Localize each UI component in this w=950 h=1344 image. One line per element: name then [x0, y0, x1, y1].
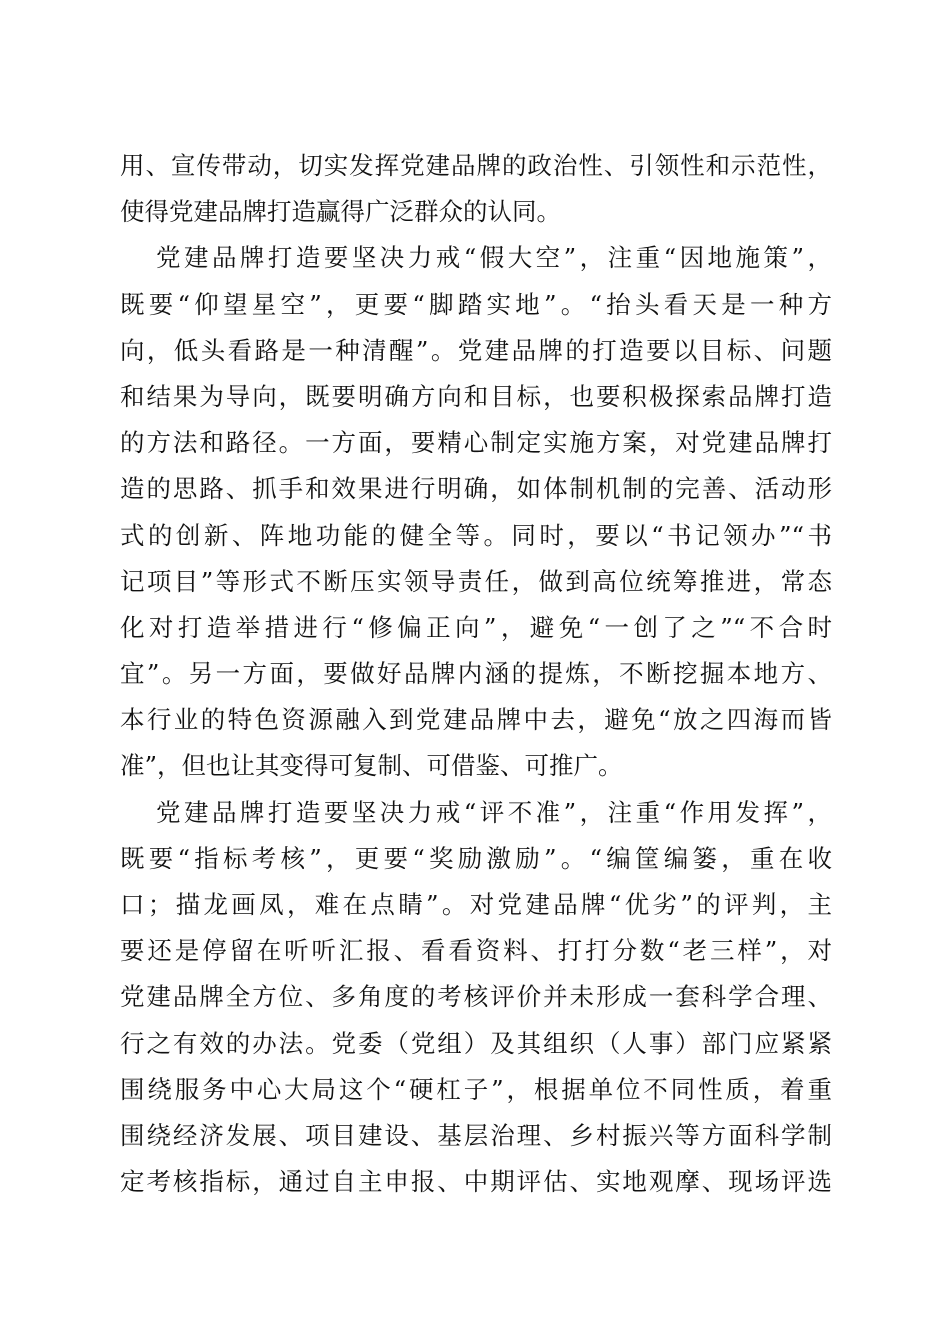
text-line: 化对打造举措进行“修偏正向”，避免“一创了之”“不合时 — [120, 612, 832, 642]
text-line: 既要“指标考核”，更要“奖励激励”。“编筐编篓，重在收 — [120, 843, 832, 873]
paragraph-first-line: 党建品牌打造要坚决力戒“假大空”，注重“因地施策”， — [156, 243, 832, 273]
text-line: 式的创新、阵地功能的健全等。同时，要以“书记领办”“书 — [120, 520, 832, 550]
text-line: 的方法和路径。一方面，要精心制定实施方案，对党建品牌打 — [120, 428, 832, 458]
text-line: 用、宣传带动，切实发挥党建品牌的政治性、引领性和示范性， — [120, 151, 832, 180]
text-line: 造的思路、抓手和效果进行明确，如体制机制的完善、活动形 — [120, 474, 832, 504]
text-line: 使得党建品牌打造赢得广泛群众的认同。 — [120, 197, 561, 227]
text-line: 和结果为导向，既要明确方向和目标，也要积极探索品牌打造 — [120, 381, 832, 411]
text-line: 党建品牌全方位、多角度的考核评价并未形成一套科学合理、 — [120, 982, 832, 1012]
body-text — [120, 143, 832, 1205]
text-line: 记项目”等形式不断压实领导责任，做到高位统筹推进，常态 — [120, 566, 832, 596]
text-line: 定考核指标，通过自主申报、中期评估、实地观摩、现场评选 — [120, 1167, 832, 1197]
text-line: 围绕经济发展、项目建设、基层治理、乡村振兴等方面科学制 — [120, 1120, 832, 1150]
text-line: 向，低头看路是一种清醒”。党建品牌的打造要以目标、问题 — [120, 335, 832, 365]
text-line: 行之有效的办法。党委（党组）及其组织（人事）部门应紧紧 — [120, 1028, 832, 1058]
paragraph-first-line: 党建品牌打造要坚决力戒“评不准”，注重“作用发挥”， — [156, 797, 832, 827]
text-line: 本行业的特色资源融入到党建品牌中去，避免“放之四海而皆 — [120, 705, 832, 735]
text-line: 宜”。另一方面，要做好品牌内涵的提炼，不断挖掘本地方、 — [120, 659, 832, 689]
text-line: 既要“仰望星空”，更要“脚踏实地”。“抬头看天是一种方 — [120, 289, 832, 319]
text-line: 口；描龙画凤，难在点睛”。对党建品牌“优劣”的评判，主 — [120, 890, 832, 919]
text-line: 要还是停留在听听汇报、看看资料、打打分数“老三样”，对 — [120, 936, 832, 966]
text-line: 围绕服务中心大局这个“硬杠子”，根据单位不同性质，着重 — [120, 1074, 832, 1104]
text-line: 准”，但也让其变得可复制、可借鉴、可推广。 — [120, 751, 623, 781]
